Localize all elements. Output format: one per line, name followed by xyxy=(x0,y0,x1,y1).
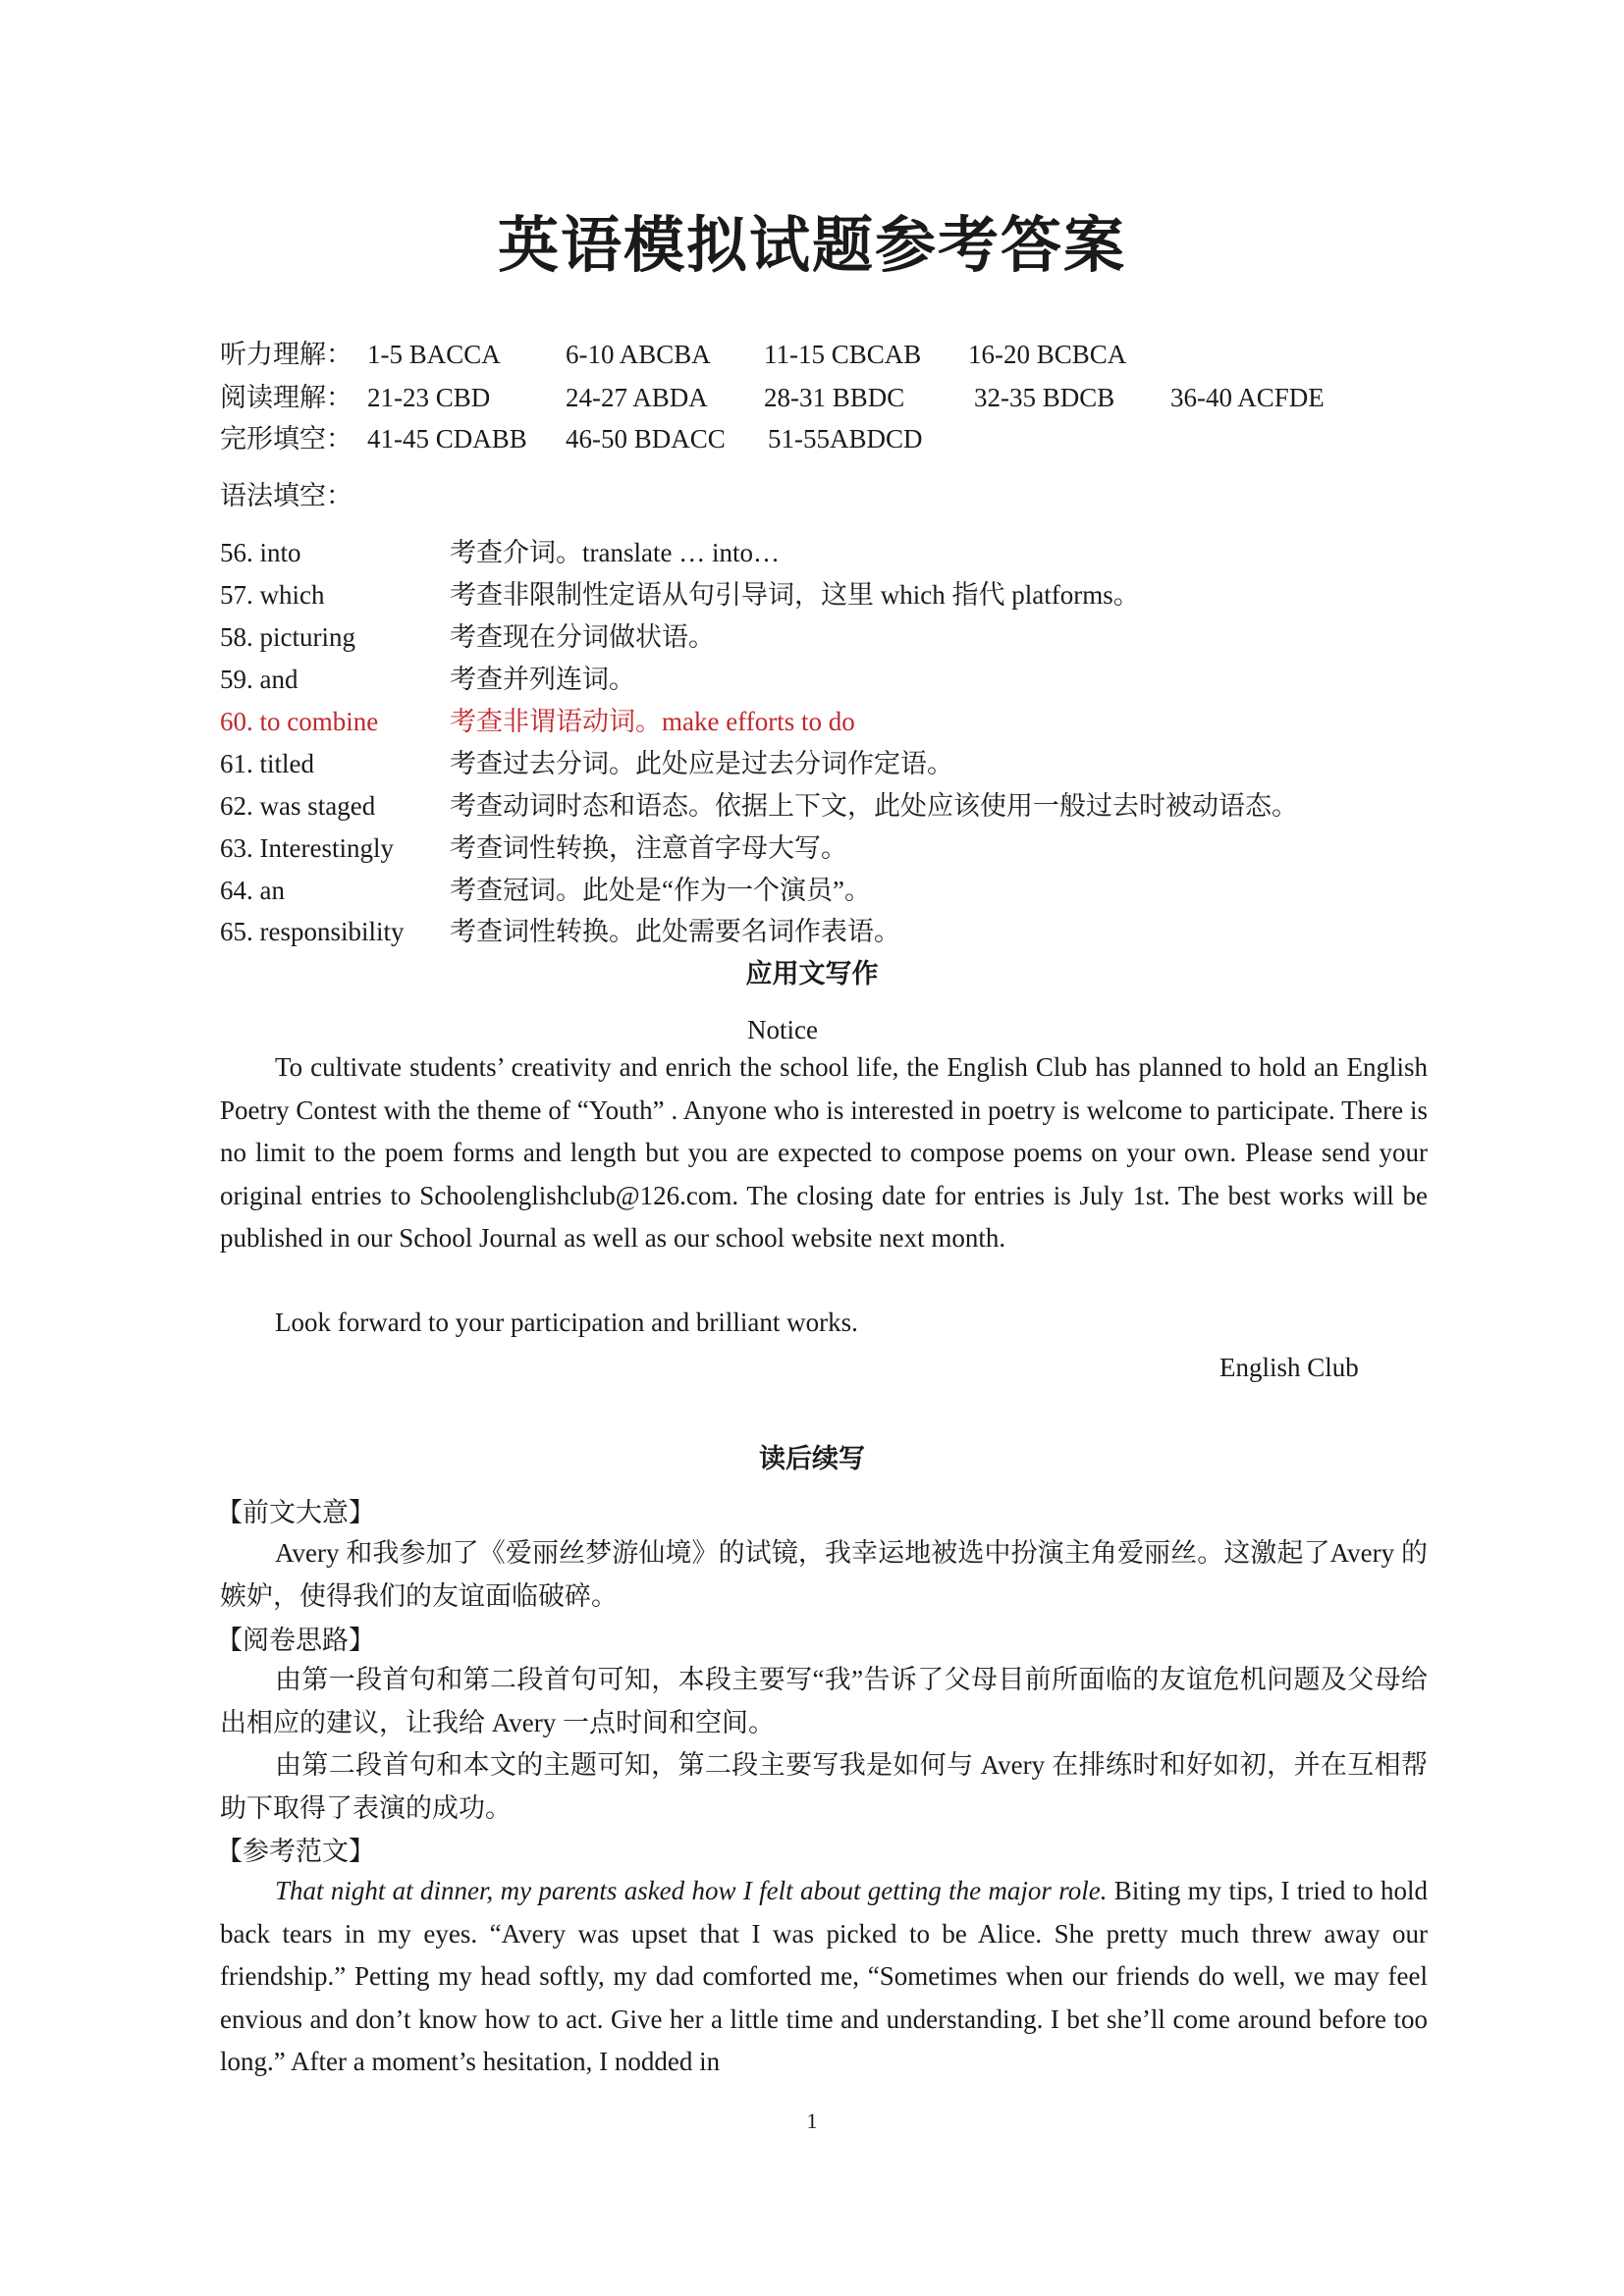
answer-group: 11-15 CBCAB xyxy=(764,340,922,369)
sample-essay xyxy=(220,1870,1428,2084)
grammar-answer: 61. titled xyxy=(220,749,314,778)
grammar-explanation: 考查词性转换，注意首字母大写。 xyxy=(450,833,847,863)
answer-group: 41-45 CDABB xyxy=(367,424,527,454)
notice-signature: English Club xyxy=(1219,1353,1359,1382)
grammar-explanation: 考查并列连词。 xyxy=(450,665,635,694)
notice-closing: Look forward to your participation and brilliant works. xyxy=(275,1308,858,1337)
answer-group: 51-55ABDCD xyxy=(768,424,923,454)
listening-answers xyxy=(220,338,1127,371)
summary-label: 【前文大意】 xyxy=(216,1498,375,1527)
grammar-explanation: 考查冠词。此处是“作为一个演员”。 xyxy=(450,876,871,905)
reading-label: 阅读理解： xyxy=(220,383,352,412)
grammar-answer: 62. was staged xyxy=(220,791,376,821)
reading-answers xyxy=(220,381,1325,414)
answer-group: 21-23 CBD xyxy=(367,383,491,412)
cloze-answers xyxy=(220,422,923,455)
grammar-explanation: 考查非谓语动词。make efforts to do xyxy=(450,707,855,736)
summary-paragraph: Avery 和我参加了《爱丽丝梦游仙境》的试镜，我幸运地被选中扮演主角爱丽丝。这激起了Avery 的嫉妒，使得我们的友谊面临破碎。 xyxy=(220,1538,1428,1611)
grammar-explanation: 考查词性转换。此处需要名词作表语。 xyxy=(450,917,900,946)
continuation-heading: 读后续写 xyxy=(759,1444,865,1474)
grammar-explanation: 考查现在分词做状语。 xyxy=(450,622,715,652)
approach-label: 【阅卷思路】 xyxy=(216,1626,375,1655)
approach-paragraph-1: 由第一段首句和第二段首句可知，本段主要写“我”告诉了父母目前所面临的友谊危机问题及父母给出相应的建议，让我给 Avery 一点时间和空间。 xyxy=(220,1665,1428,1737)
grammar-explanation: 考查动词时态和语态。依据上下文，此处应该使用一般过去时被动语态。 xyxy=(450,791,1298,821)
grammar-answer: 63. Interestingly xyxy=(220,833,394,863)
grammar-answer: 57. which xyxy=(220,580,325,610)
grammar-answer: 56. into xyxy=(220,538,301,567)
answer-group: 32-35 BDCB xyxy=(974,383,1115,412)
sample-essay-body: Biting my tips, I tried to hold back tears in my eyes. “Avery was upset that I was picked to be Alice. She pretty much threw away our friendship.” Petting my head softly, my dad comforted me, “Sometimes when our friends do well, we may feel envious and don’t know how to act. Give her a little time and understanding. I bet she’ll come around before too long.” After a moment’s hesitation, I nodded in xyxy=(220,1876,1428,2076)
page-number: 1 xyxy=(806,2109,818,2133)
grammar-explanation: 考查过去分词。此处应是过去分词作定语。 xyxy=(450,749,953,778)
sample-essay-opening: That night at dinner, my parents asked how I felt about getting the major role. xyxy=(275,1876,1108,1905)
grammar-explanation: 考查介词。translate … into… xyxy=(450,538,780,567)
answer-group: 6-10 ABCBA xyxy=(566,340,711,369)
writing-heading: 应用文写作 xyxy=(745,959,879,989)
grammar-answer: 64. an xyxy=(220,876,285,905)
answer-group: 16-20 BCBCA xyxy=(968,340,1127,369)
answer-group: 24-27 ABDA xyxy=(566,383,708,412)
listening-label: 听力理解： xyxy=(220,340,352,369)
sample-label: 【参考范文】 xyxy=(216,1837,375,1866)
answer-group: 46-50 BDACC xyxy=(566,424,726,454)
approach-paragraph-2: 由第二段首句和本文的主题可知，第二段主要写我是如何与 Avery 在排练时和好如初，并在互相帮助下取得了表演的成功。 xyxy=(220,1750,1428,1823)
grammar-explanation: 考查非限制性定语从句引导词，这里 which 指代 platforms。 xyxy=(450,580,1140,610)
cloze-label: 完形填空： xyxy=(220,424,352,454)
answer-group: 1-5 BACCA xyxy=(367,340,501,369)
answer-group: 36-40 ACFDE xyxy=(1170,383,1325,412)
notice-title: Notice xyxy=(747,1015,818,1044)
grammar-answer: 60. to combine xyxy=(220,707,379,736)
answer-group: 28-31 BBDC xyxy=(764,383,905,412)
notice-paragraph: To cultivate students’ creativity and enrich the school life, the English Club has planned to hold an English Poetry Contest with the theme of “Youth” . Anyone who is interested in poetry is welcome to participate. There is no limit to the poem forms and length but you are expected to compose poems on your own. Please send your original entries to Schoolenglishclub@126.com. The closing date for entries is July 1st. The best works will be published in our School Journal as well as our school website next month. xyxy=(220,1052,1428,1253)
grammar-answer: 65. responsibility xyxy=(220,917,405,946)
grammar-answer: 59. and xyxy=(220,665,298,694)
page-title: 英语模拟试题参考答案 xyxy=(497,209,1126,281)
grammar-label: 语法填空： xyxy=(220,481,352,510)
grammar-answer: 58. picturing xyxy=(220,622,355,652)
